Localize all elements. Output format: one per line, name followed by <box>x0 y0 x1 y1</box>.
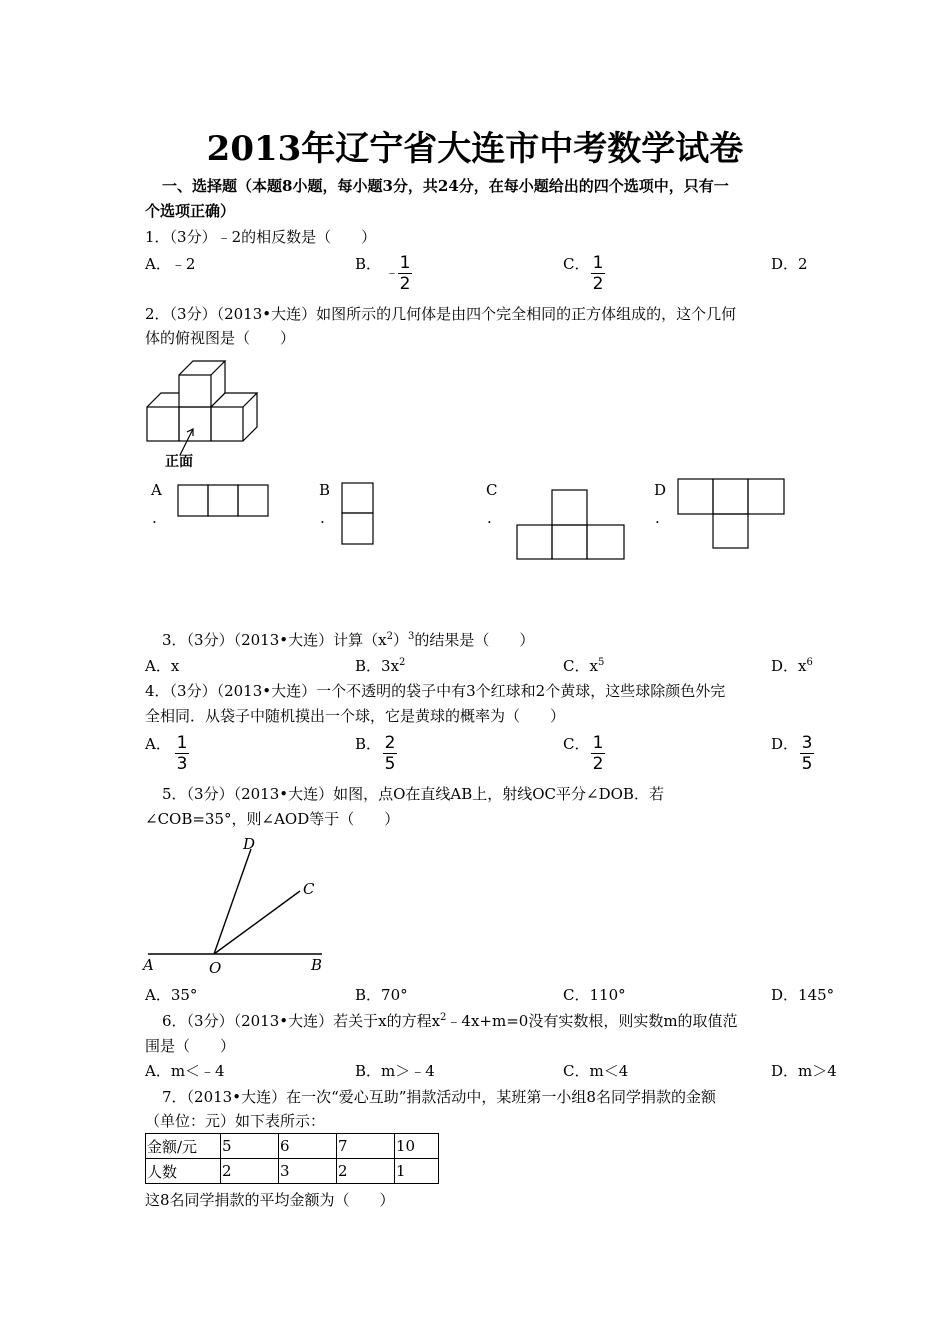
q4-option-d-fraction <box>800 734 814 773</box>
q1-option-b-sign: ﹣ <box>385 265 399 281</box>
q6-option-c: C．m＜4 <box>563 1062 629 1080</box>
front-view-label: 正面 <box>165 454 193 470</box>
q3-option-b-base: B．3x <box>355 657 400 675</box>
q2-option-c-dot: . <box>487 509 492 527</box>
q3-option-d <box>771 656 813 676</box>
angle-figure <box>140 835 340 975</box>
table-cell: 1 <box>395 1159 439 1184</box>
table-cell: 7 <box>337 1134 395 1159</box>
section-heading-line2: 个选项正确） <box>145 202 236 220</box>
fraction-numerator: 2 <box>384 733 396 753</box>
point-o-label: O <box>209 959 222 977</box>
q3-option-b <box>355 656 405 676</box>
q1-option-b-fraction <box>398 254 412 293</box>
table-cell: 5 <box>221 1134 279 1159</box>
q5-stem-line2: ∠COB=35°，则∠AOD等于（ ） <box>145 810 400 828</box>
q4-stem-line2: 全相同．从袋子中随机摸出一个球，它是黄球的概率为（ ） <box>145 707 566 725</box>
q7-stem-line2: （单位：元）如下表所示： <box>145 1112 326 1130</box>
q3-stem-c: 的结果是（ ） <box>414 631 535 649</box>
q2-option-b-dot: . <box>320 509 325 527</box>
table-cell: 6 <box>279 1134 337 1159</box>
q6-stem-line1 <box>162 1011 738 1031</box>
q1-option-d: D．2 <box>771 255 808 273</box>
q5-stem-line1: 5．（3分）（2013•大连）如图，点O在直线AB上，射线OC平分∠DOB．若 <box>162 785 664 803</box>
q1-stem: 1．（3分）﹣2的相反数是（ ） <box>145 228 377 246</box>
table-cell: 3 <box>279 1159 337 1184</box>
q4-option-b-label: B． <box>355 735 382 753</box>
q6-option-d: D．m＞4 <box>771 1062 837 1080</box>
q1-option-c-fraction <box>591 254 605 293</box>
q4-option-c-fraction <box>591 734 605 773</box>
point-a-label: A <box>143 956 154 974</box>
table-row <box>146 1134 439 1159</box>
q2-option-d-figure <box>677 478 787 550</box>
q2-option-c-figure <box>516 489 626 561</box>
q4-option-a-label: A． <box>145 735 171 753</box>
q2-option-a-letter: A <box>151 481 162 499</box>
q1-option-c-label: C． <box>563 255 590 273</box>
fraction-denominator: 3 <box>176 754 188 774</box>
q6-stem-b: ﹣4x+m=0没有实数根，则实数m的取值范 <box>446 1012 738 1030</box>
q2-option-d-dot: . <box>655 509 660 527</box>
table-row <box>146 1159 439 1184</box>
q3-option-d-base: D．x <box>771 657 807 675</box>
q2-option-c-letter: C <box>486 481 498 499</box>
q4-option-d-label: D． <box>771 735 799 753</box>
q3-option-b-exp: 2 <box>399 657 406 668</box>
q2-option-d-letter: D <box>654 481 667 499</box>
q3-stem <box>162 630 534 650</box>
q7-stem-line1: 7．（2013•大连）在一次“爱心互助”捐款活动中，某班第一小组8名同学捐款的金额 <box>162 1088 716 1106</box>
fraction-denominator: 2 <box>592 274 604 294</box>
fraction-denominator: 5 <box>384 754 396 774</box>
q3-stem-exp1: 2 <box>386 631 393 642</box>
point-c-label: C <box>303 880 315 898</box>
table-cell: 金额/元 <box>146 1134 221 1159</box>
q5-option-d: D．145° <box>771 986 835 1004</box>
point-b-label: B <box>311 956 323 974</box>
q4-option-c-label: C． <box>563 735 590 753</box>
ray-od <box>214 849 251 954</box>
q2-option-a-figure <box>177 484 269 518</box>
fraction-numerator: 1 <box>592 253 604 273</box>
q3-option-c-base: C．x <box>563 657 598 675</box>
q4-option-a-fraction <box>175 734 189 773</box>
donation-table <box>145 1133 439 1184</box>
q3-option-c <box>563 656 604 676</box>
cube-solid-figure <box>143 357 263 472</box>
q6-stem-a: 6．（3分）（2013•大连）若关于x的方程x <box>162 1012 441 1030</box>
table-cell: 10 <box>395 1134 439 1159</box>
q3-stem-a: 3．（3分）（2013•大连）计算（x <box>162 631 387 649</box>
q5-option-c: C．110° <box>563 986 626 1004</box>
q3-option-a: A．x <box>145 657 180 675</box>
q3-option-d-exp: 6 <box>806 657 813 668</box>
table-cell: 人数 <box>146 1159 221 1184</box>
fraction-numerator: 1 <box>592 733 604 753</box>
q3-stem-b: ） <box>392 631 408 649</box>
q5-option-a: A．35° <box>145 986 198 1004</box>
point-d-label: D <box>243 835 256 853</box>
q2-option-b-figure <box>341 482 375 545</box>
q2-stem-line2: 体的俯视图是（ ） <box>145 329 296 347</box>
ray-oc <box>214 891 300 954</box>
q3-option-c-exp: 5 <box>597 657 605 668</box>
q1-option-b-label: B． <box>355 255 382 273</box>
q7-after-table: 这8名同学捐款的平均金额为（ ） <box>145 1191 395 1209</box>
q6-stem-line2: 围是（ ） <box>145 1037 236 1055</box>
q3-stem-exp2: 3 <box>407 631 415 642</box>
q6-option-b: B．m＞﹣4 <box>355 1062 435 1080</box>
section-heading-line1: 一、选择题（本题8小题，每小题3分，共24分，在每小题给出的四个选项中，只有一 <box>162 177 729 195</box>
fraction-numerator: 1 <box>176 733 188 753</box>
fraction-numerator: 3 <box>801 733 813 753</box>
q6-option-a: A．m＜﹣4 <box>145 1062 225 1080</box>
q6-stem-exp: 2 <box>440 1012 447 1023</box>
table-cell: 2 <box>221 1159 279 1184</box>
q2-option-b-letter: B <box>319 481 331 499</box>
q2-stem-line1: 2．（3分）（2013•大连）如图所示的几何体是由四个完全相同的正方体组成的，这个几何 <box>145 305 737 323</box>
fraction-numerator: 1 <box>399 253 411 273</box>
fraction-denominator: 2 <box>592 754 604 774</box>
q1-option-a: A．﹣2 <box>145 255 196 273</box>
table-cell: 2 <box>337 1159 395 1184</box>
q4-stem-line1: 4．（3分）（2013•大连）一个不透明的袋子中有3个红球和2个黄球，这些球除颜色外完 <box>145 682 726 700</box>
fraction-denominator: 2 <box>399 274 411 294</box>
q5-option-b: B．70° <box>355 986 408 1004</box>
page-title: 2013年辽宁省大连市中考数学试卷 <box>206 129 744 169</box>
q2-option-a-dot: . <box>152 509 157 527</box>
fraction-denominator: 5 <box>801 754 813 774</box>
q4-option-b-fraction <box>383 734 397 773</box>
